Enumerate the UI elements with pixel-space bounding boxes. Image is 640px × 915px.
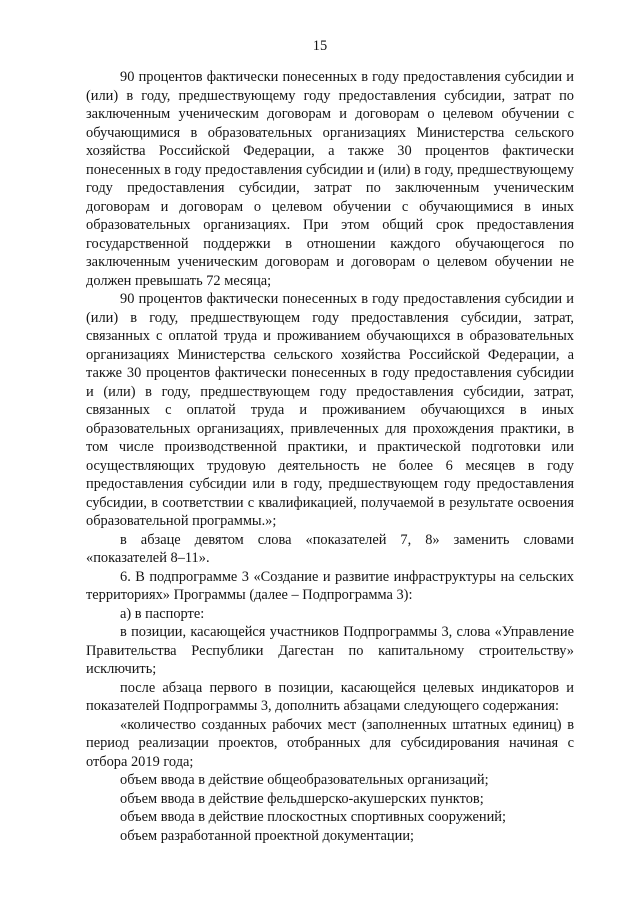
paragraph-subprogram-3-heading: 6. В подпрограмме 3 «Создание и развитие инфраструктуры на сельских территориях» Программы (далее – Подпрограмма 3): bbox=[86, 568, 574, 603]
paragraph-participants-exclusion: в позиции, касающейся участников Подпрограммы 3, слова «Управление Правительства Республики Дагестан по капитальному строительству» исключить; bbox=[86, 624, 574, 677]
list-item-jobs-created: «количество созданных рабочих мест (заполненных штатных единиц) в период реализации проектов, отобранных для субсидирования начиная с отбора 2019 года; bbox=[86, 716, 574, 770]
paragraph-passport-item: а) в паспорте: bbox=[120, 605, 205, 622]
list-item-sports-facilities-commissioned: объем ввода в действие плоскостных спортивных сооружений; bbox=[120, 809, 506, 825]
paragraph-subsidy-training-contracts: 90 процентов фактически понесенных в году предоставления субсидии и (или) в году, предшествующему году предоставления субсидии, затрат по заключенным ученическим договорам и договорам о целевом обучении с обучающимися в образовательных организациях Министерства сельского хозяйства Российской Федерации, а также 30 процентов фактически понесенных в году предоставления субсидии и (или) в году, предшествующему году предоставления субсидии, затрат по заключенным ученическим договорам и договорам о целевом обучении с обучающимися в иных образовательных организациях. При этом общий срок предоставления государственной поддержки в отношении каждого обучающегося по заключенным ученическим договорам и договорам о целевом обучении не должен превышать 72 месяца; bbox=[86, 69, 574, 289]
list-item-schools-commissioned: объем ввода в действие общеобразовательных организаций; bbox=[120, 772, 489, 788]
paragraph-ninth-abzac-replacement: в абзаце девятом слова «показателей 7, 8» заменить словами «показателей 8–11». bbox=[86, 531, 574, 566]
list-item-feldsher-points-commissioned: объем ввода в действие фельдшерско-акушерских пунктов; bbox=[120, 790, 484, 807]
paragraph-subsidy-labor-housing: 90 процентов фактически понесенных в году предоставления субсидии и (или) в году, предшествующем году предоставления субсидии, затрат, связанных с оплатой труда и проживанием обучающихся в образовательных организациях Министерства сельского хозяйства Российской Федерации, а также 30 процентов фактически понесенных в году предоставления субсидии и (или) в году, предшествующем году предоставления субсидии, затрат, связанных с оплатой труда и проживанием обучающихся в иных образовательных организациях, привлеченных для прохождения практики, в том числе производственной практики, и практической подготовки или осуществляющих трудовую деятельность не более 6 месяцев в году предоставления субсидии или в году, предшествующем году предоставления субсидии, в соответствии с квалификацией, получаемой в результате освоения образовательной программы.»; bbox=[86, 291, 574, 529]
page-number: 15 bbox=[312, 38, 328, 54]
document-body bbox=[86, 68, 574, 845]
list-item-project-documentation: объем разработанной проектной документации; bbox=[120, 827, 415, 844]
paragraph-indicators-addition: после абзаца первого в позиции, касающейся целевых индикаторов и показателей Подпрограммы 3, дополнить абзацами следующего содержания: bbox=[86, 679, 574, 714]
